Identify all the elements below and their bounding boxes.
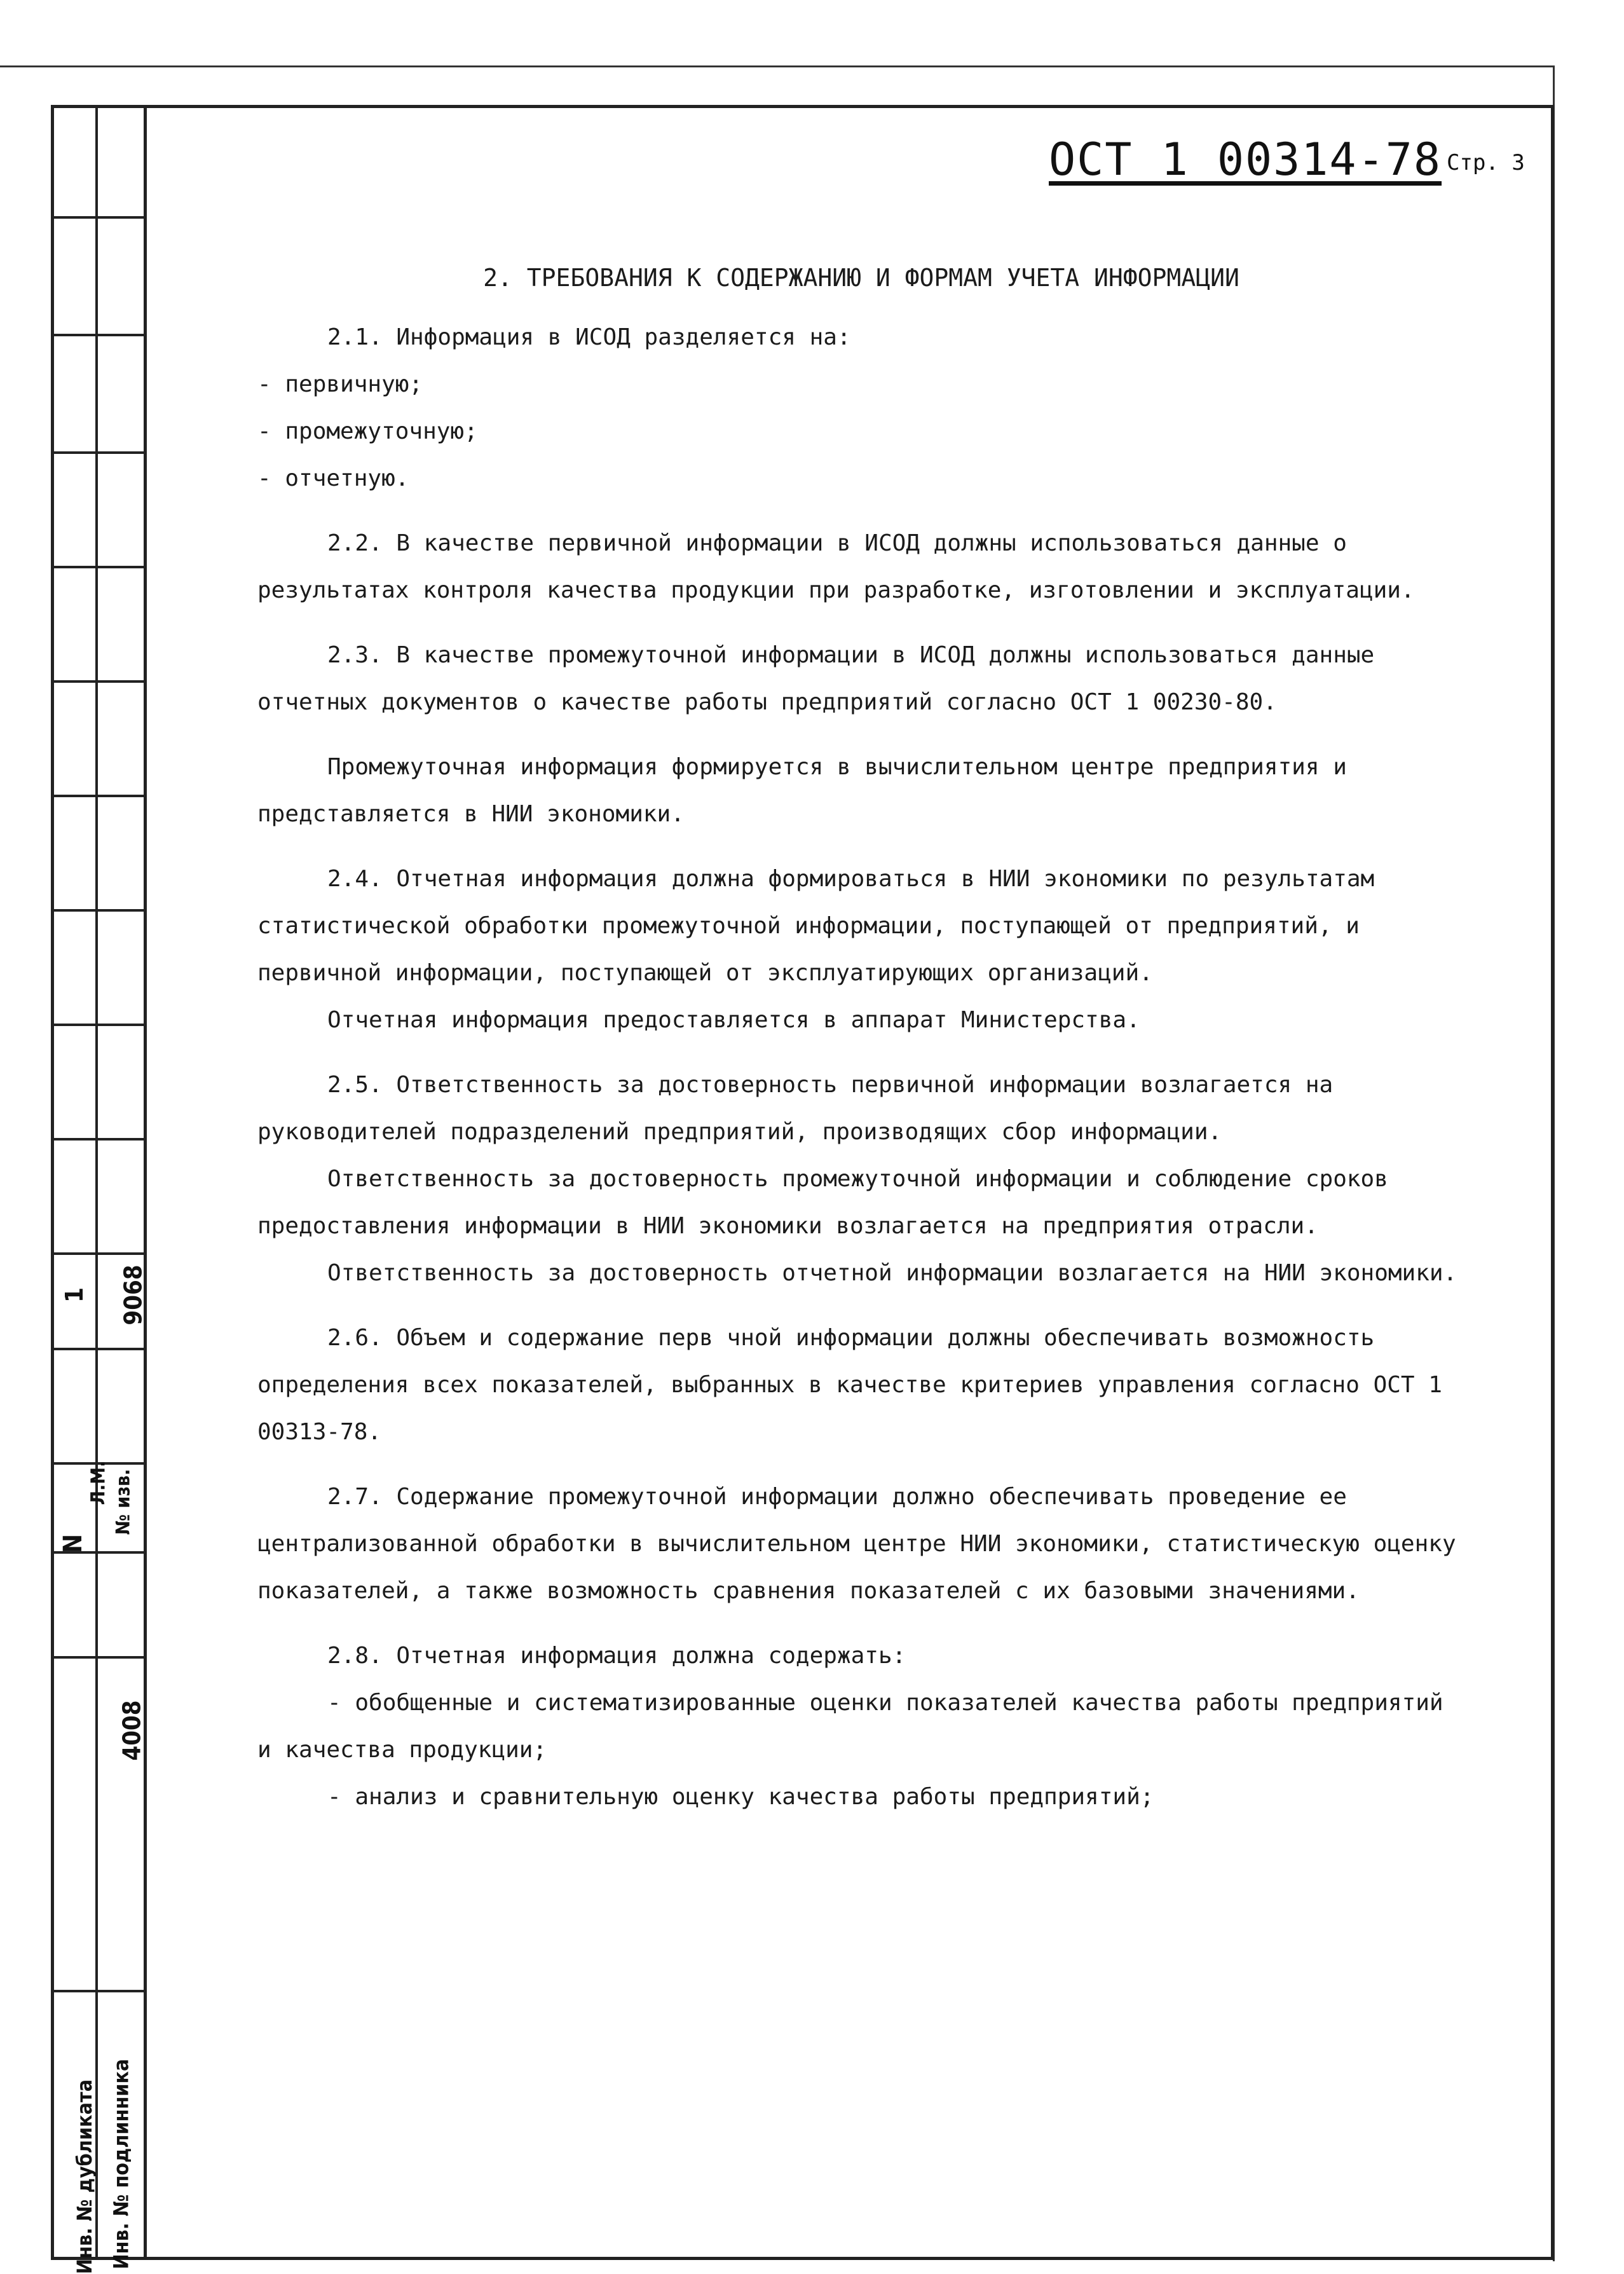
clause-2-4: 2.4. Отчетная информация должна формироваться в НИИ экономики по результатам статистической обработки промежуточной информации, поступающей от предприятий, и первичной информации, поступающей от эксплуатирующих организаций. (257, 866, 1375, 986)
side-stamp-strip (51, 105, 147, 2274)
clause-2-1: 2.1. Информация в ИСОД разделяется на: (327, 324, 851, 350)
list-item: - анализ и сравнительную оценку качества работы предприятий; (327, 1784, 1154, 1810)
clause-2-7: 2.7. Содержание промежуточной информации должно обеспечивать проведение ее централизованной обработки в вычислительном центре НИИ экономики, статистическую оценку показателей, а также возможность сравнения показателей с их базовыми значениями. (257, 1484, 1456, 1604)
clause-2-2: 2.2. В качестве первичной информации в ИСОД должны использоваться данные о результатах контроля качества продукции при разработке, изготовлении и эксплуатации. (257, 530, 1415, 603)
paragraph: Ответственность за достоверность промежуточной информации и соблюдение сроков предоставления информации в НИИ экономики возлагается на предприятия отрасли. (257, 1166, 1388, 1239)
document-header (1049, 134, 1525, 186)
clause-2-3: 2.3. В качестве промежуточной информации в ИСОД должны использоваться данные отчетных документов о качестве работы предприятий согласно ОСТ 1 00230-80. (257, 642, 1375, 715)
section-title: 2. ТРЕБОВАНИЯ К СОДЕРЖАНИЮ И ФОРМАМ УЧЕТА ИНФОРМАЦИИ (483, 264, 1239, 292)
outer-border-top (0, 65, 1554, 67)
clause-2-5: 2.5. Ответственность за достоверность первичной информации возлагается на руководителей подразделений предприятий, производящих сбор информации. (257, 1072, 1334, 1145)
duplicate-inventory-number: 4008 (118, 1700, 146, 1761)
notice-number: 9068 (119, 1264, 147, 1325)
list-item: - отчетную. (257, 465, 409, 491)
page-number: Стр. 3 (1447, 150, 1525, 175)
paragraph: Промежуточная информация формируется в вычислительном центре предприятия и представляется в НИИ экономики. (257, 754, 1347, 827)
document-body (257, 254, 1465, 1821)
standard-designation: ОСТ 1 00314-78 (1049, 134, 1442, 186)
label-original-inventory: Инв. № подлинника (109, 2058, 133, 2270)
clause-2-6: 2.6. Объем и содержание перв чной информации должны обеспечивать возможность определения всех показателей, выбранных в качестве критериев управления согласно ОСТ 1 00313-78. (257, 1325, 1442, 1445)
paragraph: Отчетная информация предоставляется в аппарат Министерства. (327, 1007, 1140, 1033)
paragraph: Ответственность за достоверность отчетной информации возлагается на НИИ экономики. (327, 1260, 1457, 1286)
label-sheet: Л.М. (87, 1460, 110, 1505)
label-duplicate-inventory: Инв. № дубликата (72, 2079, 97, 2274)
list-item: - обобщенные и систематизированные оценки показателей качества работы предприятий и качества продукции; (257, 1690, 1443, 1763)
label-n: N (58, 1533, 88, 1554)
list-item: - первичную; (257, 371, 423, 397)
label-notice: № изв. (112, 1469, 135, 1535)
clause-2-8: 2.8. Отчетная информация должна содержать: (327, 1643, 906, 1669)
list-item: - промежуточную; (257, 418, 478, 444)
change-number: 1 (60, 1287, 88, 1303)
